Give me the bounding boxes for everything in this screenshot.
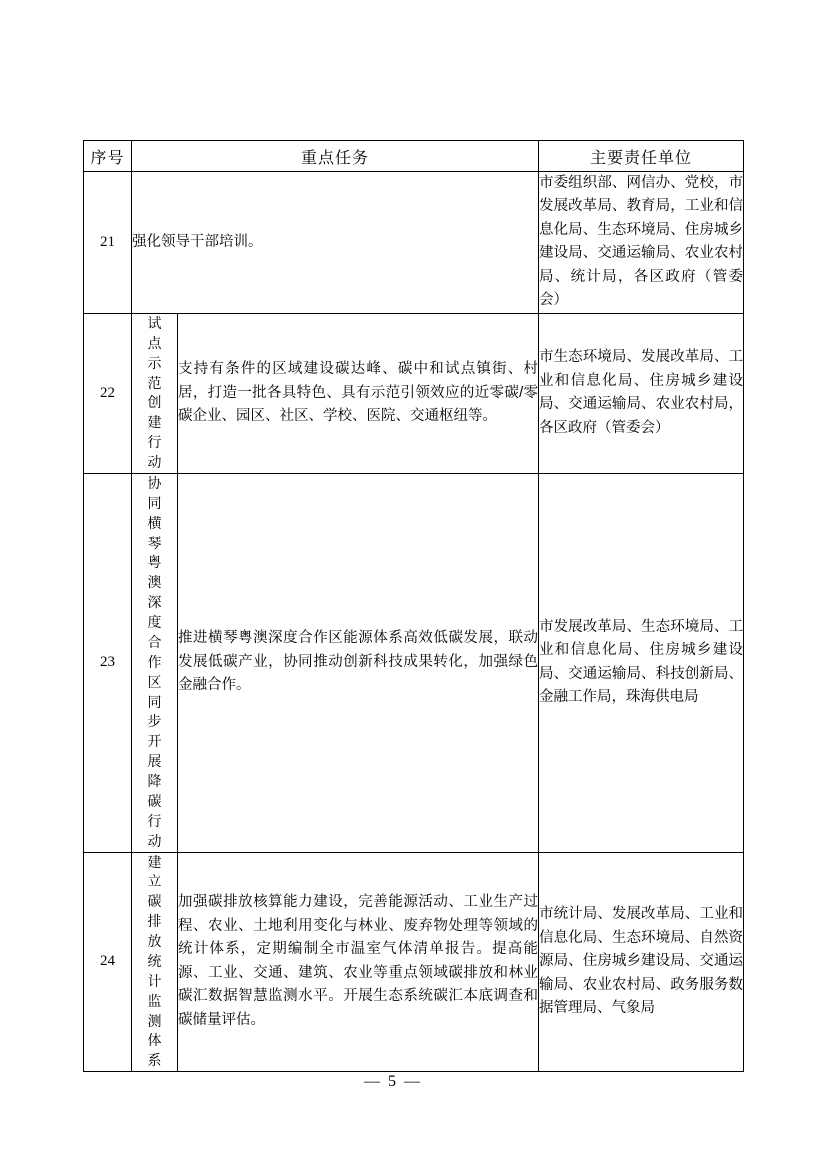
page-number: — 5 — <box>364 1073 422 1090</box>
row-seq: 23 <box>84 473 132 852</box>
table-row <box>84 172 744 314</box>
table-header-row <box>84 141 744 172</box>
row-category-label: 协同横琴粤澳深度合作区同步开展降碳行动 <box>147 474 162 849</box>
row-category <box>132 852 178 1072</box>
row-task: 强化领导干部培训。 <box>132 172 539 314</box>
row-seq: 22 <box>84 313 132 473</box>
column-header-task: 重点任务 <box>132 141 539 172</box>
table-row <box>84 852 744 1072</box>
row-unit: 市生态环境局、发展改革局、工业和信息化局、住房城乡建设局、交通运输局、农业农村局，各区政府（管委会） <box>539 313 744 473</box>
key-tasks-table <box>83 140 744 1072</box>
column-header-unit: 主要责任单位 <box>539 141 744 172</box>
row-task: 支持有条件的区域建设碳达峰、碳中和试点镇街、村居，打造一批各具特色、具有示范引领效应的近零碳/零碳企业、园区、社区、学校、医院、交通枢纽等。 <box>178 313 539 473</box>
row-seq: 21 <box>84 172 132 314</box>
row-unit: 市委组织部、网信办、党校，市发展改革局、教育局，工业和信息化局、生态环境局、住房城乡建设局、交通运输局、农业农村局、统计局，各区政府（管委会） <box>539 172 744 314</box>
table-row <box>84 313 744 473</box>
column-header-seq: 序号 <box>84 141 132 172</box>
row-task: 推进横琴粤澳深度合作区能源体系高效低碳发展，联动发展低碳产业，协同推动创新科技成果转化，加强绿色金融合作。 <box>178 473 539 852</box>
row-unit: 市统计局、发展改革局、工业和信息化局、生态环境局、自然资源局、住房城乡建设局、交通运输局、农业农村局、政务服务数据管理局、气象局 <box>539 852 744 1072</box>
row-category <box>132 313 178 473</box>
row-unit: 市发展改革局、生态环境局、工业和信息化局、住房城乡建设局、交通运输局、科技创新局、金融工作局，珠海供电局 <box>539 473 744 852</box>
table-row <box>84 473 744 852</box>
row-category <box>132 473 178 852</box>
row-seq: 24 <box>84 852 132 1072</box>
row-task: 加强碳排放核算能力建设，完善能源活动、工业生产过程、农业、土地利用变化与林业、废弃物处理等领域的统计体系，定期编制全市温室气体清单报告。提高能源、工业、交通、建筑、农业等重点领域碳排放和林业碳汇数据智慧监测水平。开展生态系统碳汇本底调查和碳储量评估。 <box>178 852 539 1072</box>
row-category-label: 建立碳排放统计监测体系 <box>147 853 162 1069</box>
row-category-label: 试点示范创建行动 <box>147 314 162 471</box>
